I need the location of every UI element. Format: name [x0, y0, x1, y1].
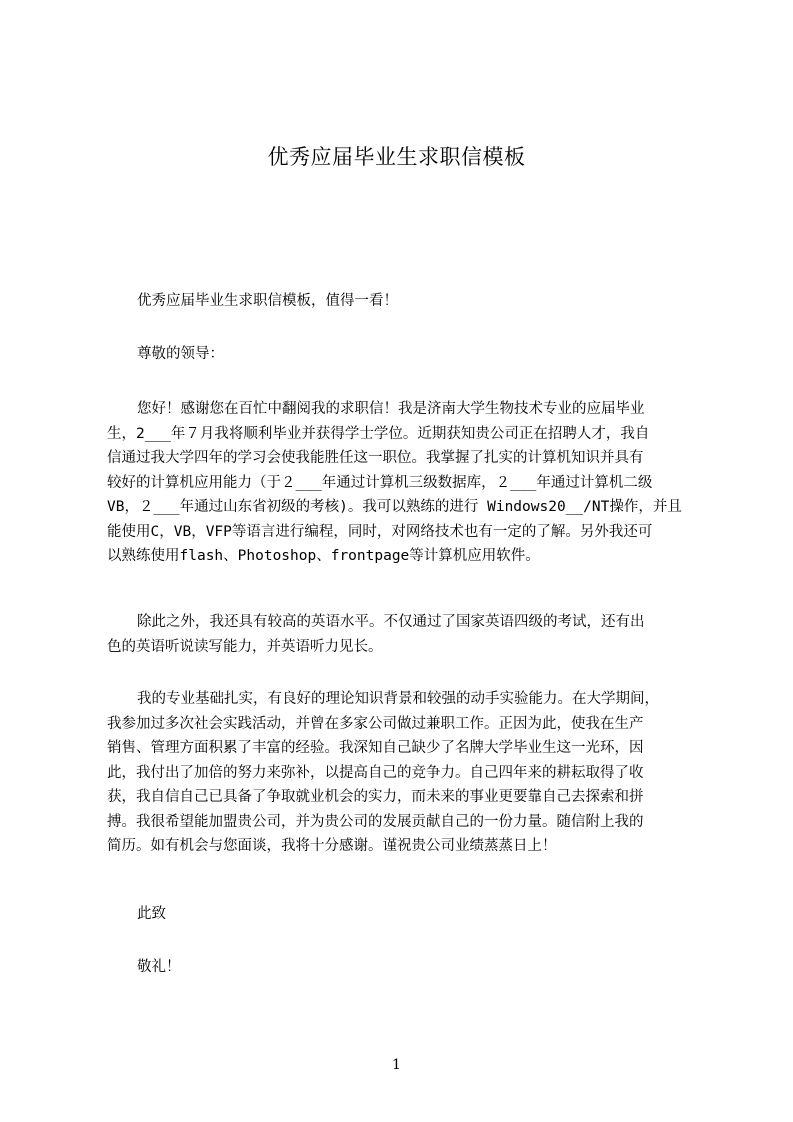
- paragraph-3: [107, 687, 697, 859]
- paragraph-1-line: 信通过我大学四年的学习会使我能胜任这一职位。我掌握了扎实的计算机知识并具有: [107, 450, 644, 466]
- paragraph-1-line: 生，2___年７月我将顺利毕业并获得学士学位。近期获知贵公司正在招聘人才，我自: [107, 425, 650, 442]
- paragraph-1-line: 能使用C，VB，VFP等语言进行编程，同时，对网络技术也有一定的了解。另外我还可: [107, 523, 653, 540]
- paragraph-3-line: 获，我自信自己已具备了争取就业机会的实力，而未来的事业更要靠自己去探索和拼: [107, 789, 644, 805]
- paragraph-2: [107, 610, 697, 659]
- closing-line-1: 此致: [137, 906, 166, 922]
- page-number: 1: [392, 1057, 401, 1073]
- closing-line-2: 敬礼！: [137, 959, 181, 975]
- paragraph-1: [107, 397, 697, 569]
- paragraph-3-line: 销售、管理方面积累了丰富的经验。我深知自己缺少了名牌大学毕业生这一光环，因: [107, 740, 644, 756]
- paragraph-3-line: 简历。如有机会与您面谈，我将十分感谢。谨祝贵公司业绩蒸蒸日上！: [107, 838, 557, 854]
- salutation: 尊敬的领导：: [137, 346, 224, 362]
- paragraph-1-line: 您好！感谢您在百忙中翻阅我的求职信！我是济南大学生物技术专业的应届毕业: [137, 401, 645, 417]
- paragraph-1-line: 以熟练使用flash、Photoshop、frontpage等计算机应用软件。: [107, 548, 540, 564]
- document-title: 优秀应届毕业生求职信模板: [267, 145, 526, 169]
- paragraph-3-line: 我的专业基础扎实，有良好的理论知识背景和较强的动手实验能力。在大学期间，: [137, 691, 659, 707]
- paragraph-3-line: 我参加过多次社会实践活动，并曾在多家公司做过兼职工作。正因为此，使我在生产: [107, 715, 644, 732]
- paragraph-3-line: 搏。我很希望能加盟贵公司，并为贵公司的发展贡献自己的一份力量。随信附上我的: [107, 813, 644, 830]
- intro-line: 优秀应届毕业生求职信模板，值得一看！: [137, 293, 398, 309]
- paragraph-3-line: 此，我付出了加倍的努力来弥补，以提高自己的竞争力。自己四年来的耕耘取得了收: [107, 764, 644, 781]
- paragraph-2-line: 色的英语听说读写能力，并英语听力见长。: [107, 638, 383, 655]
- paragraph-2-line: 除此之外，我还具有较高的英语水平。不仅通过了国家英语四级的考试，还有出: [137, 614, 645, 630]
- paragraph-1-line: 较好的计算机应用能力（于２___年通过计算机三级数据库，２___年通过计算机二级: [107, 474, 653, 491]
- paragraph-1-line: VB，２___年通过山东省初级的考核)。我可以熟练的进行 Windows20__/NT操作，并且: [107, 499, 682, 515]
